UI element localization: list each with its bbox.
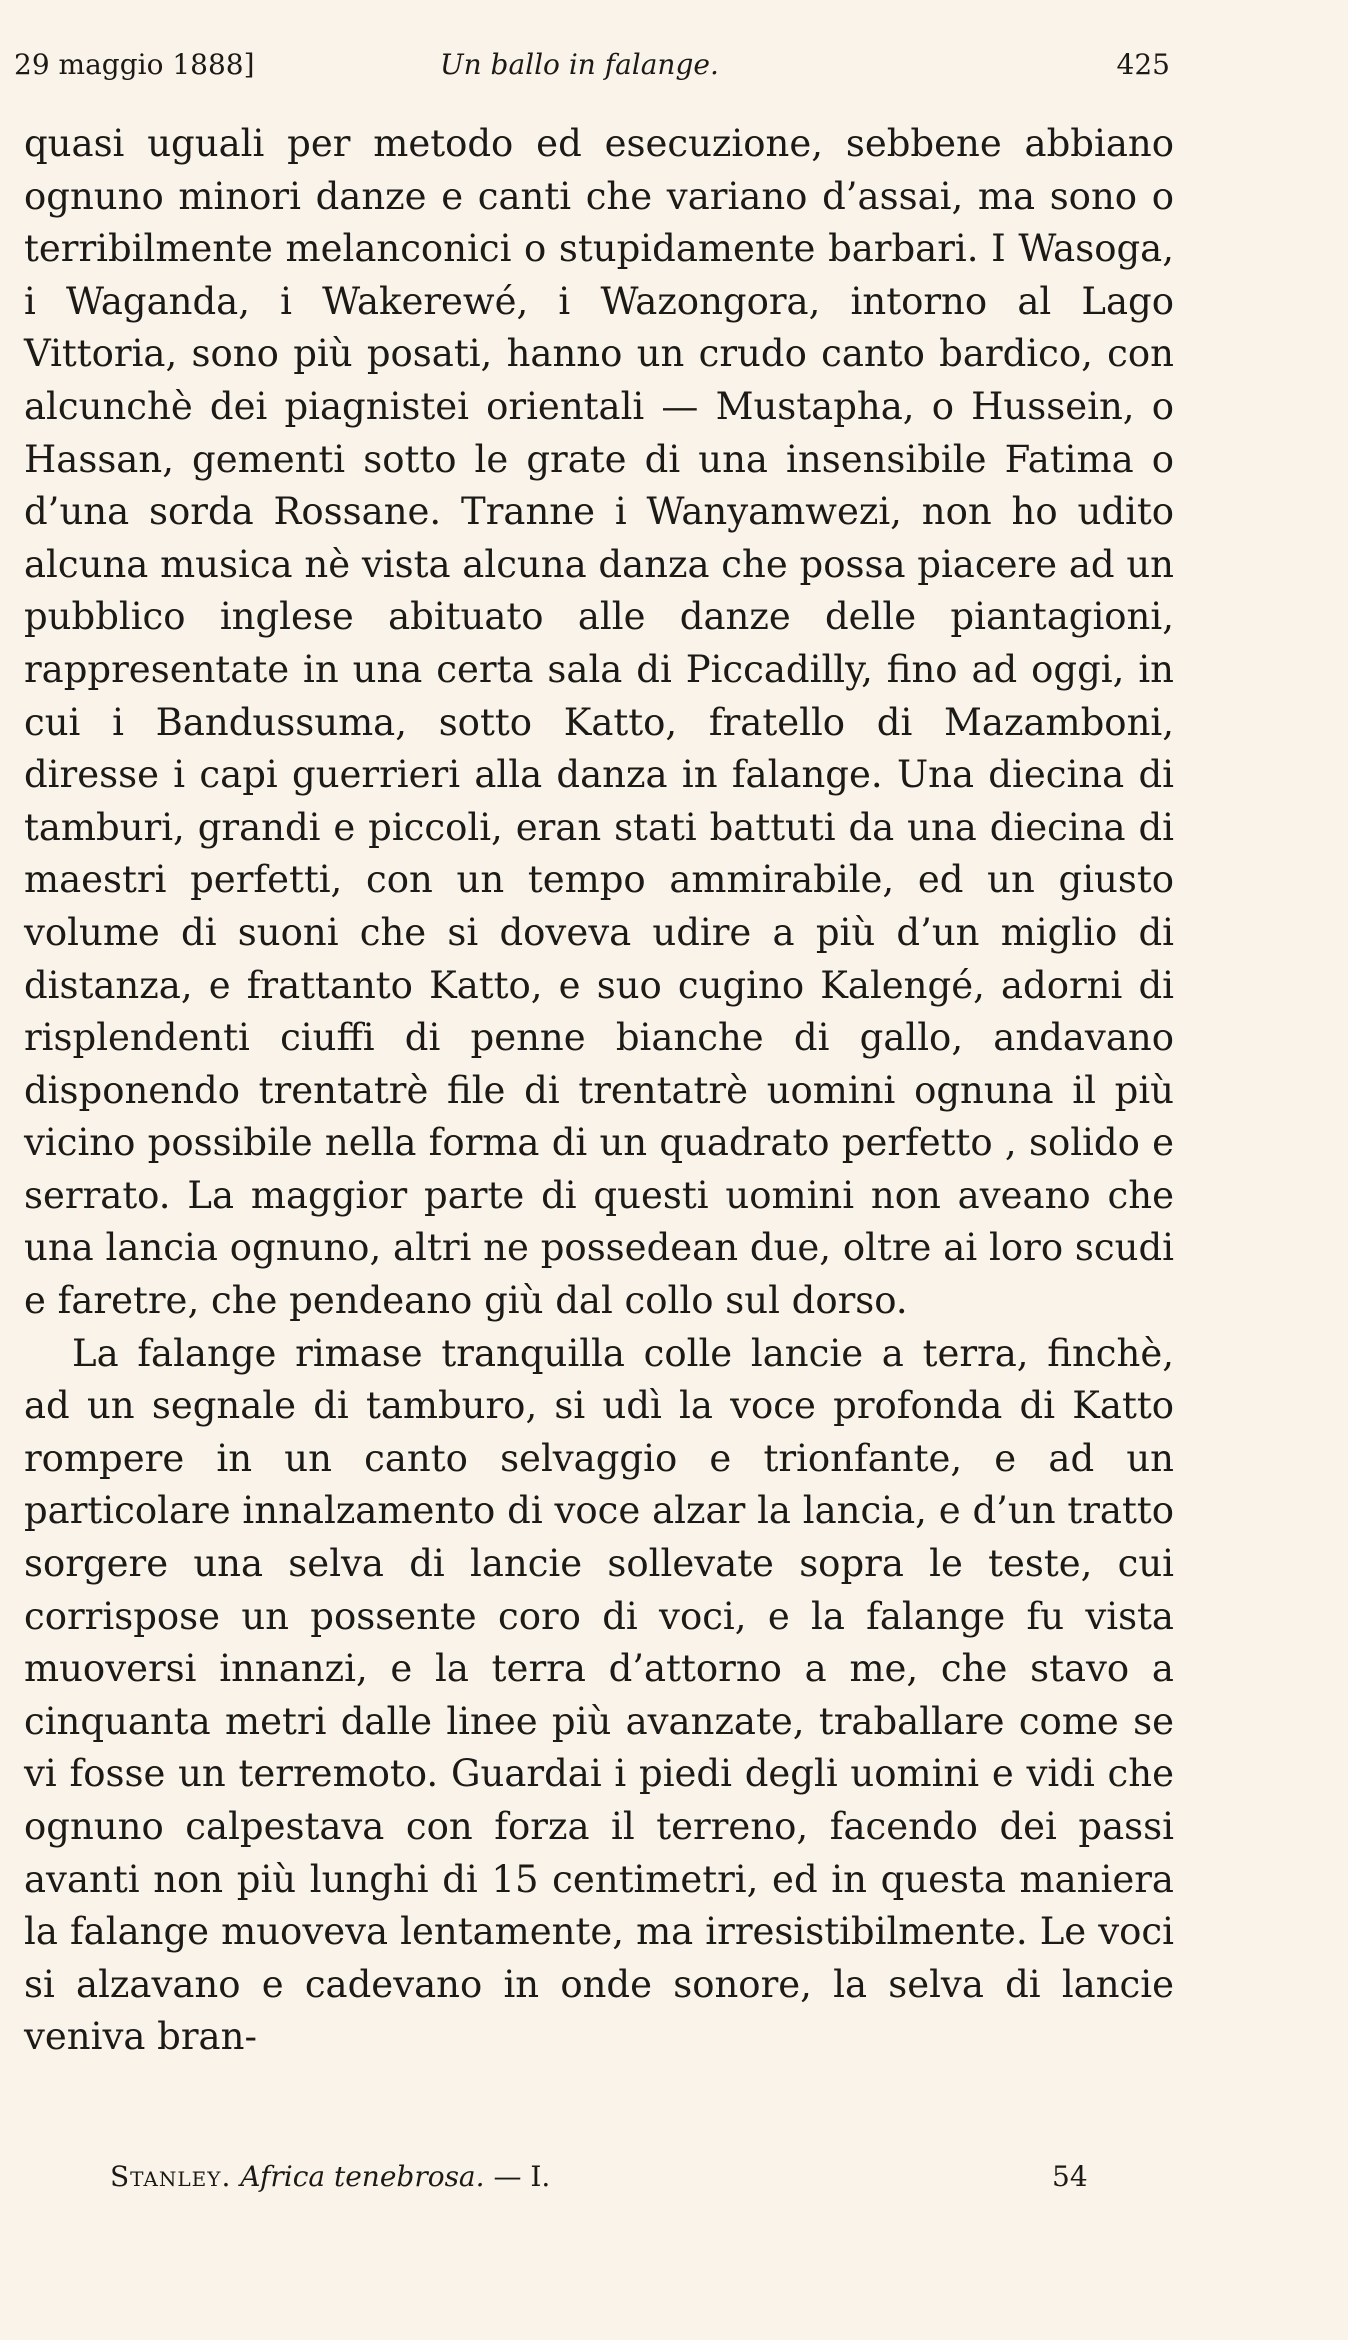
footer-work-title: Africa tenebrosa. xyxy=(240,2160,485,2193)
paragraph-falange: La falange rimase tranquilla colle lancie a terra, finchè, ad un segnale di tamburo, si udì la voce profonda di Katto rompere in un canto selvaggio e trionfante, e ad un particolare innalzamento di voce alzar la lancia, e d’un tratto sorgere una selva di lancie sollevate sopra le teste, cui corrispose un possente coro di voci, e la falange fu vista muoversi innanzi, e la terra d’attorno a me, che stavo a cinquanta metri dalle linee più avanzate, traballare come se vi fosse un terremoto. Guardai i piedi degli uomini e vidi che ognuno calpestava con forza il terreno, facendo dei passi avanti non più lunghi di 15 centimetri, ed in questa maniera la falange muoveva lentamente, ma irresistibilmente. Le voci si alzavano e cadevano in onde sonore, la selva di lancie veniva bran- xyxy=(24,1331,1174,2059)
body-text xyxy=(24,118,1174,2064)
page-number: 425 xyxy=(1116,48,1170,81)
paragraph-continued: quasi uguali per metodo ed esecuzione, sebbene abbiano ognuno minori danze e canti che variano d’assai, ma sono o terribilmente melanconici o stupidamente barbari. I Wasoga, i Waganda, i Wakerewé, i Wazongora, intorno al Lago Vittoria, sono più posati, hanno un crudo canto bardico, con alcunchè dei piagnistei orientali — Mustapha, o Hussein, o Hassan, gementi sotto le grate di una insensibile Fatima o d’una sorda Rossane. Tranne i Wanyamwezi, non ho udito alcuna musica nè vista alcuna danza che possa piacere ad un pubblico inglese abituato alle danze delle piantagioni, rappresentate in una certa sala di Piccadilly, fino ad oggi, in cui i Bandussuma, sotto Katto, fratello di Mazamboni, diresse i capi guerrieri alla danza in falange. Una diecina di tamburi, grandi e piccoli, eran stati battuti da una diecina di maestri perfetti, con un tempo ammirabile, ed un giusto volume di suoni che si doveva udire a più d’un miglio di distanza, e frattanto Katto, e suo cugino Kalengé, adorni di risplendenti ciuffi di penne bianche di gallo, andavano disponendo trentatrè file di trentatrè uomini ognuna il più vicino possibile nella forma di un quadrato perfetto , solido e serrato. La maggior parte di questi uomini non aveano che una lancia ognuno, altri ne possedean due, oltre ai loro scudi e faretre, che pendeano giù dal collo sul dorso. xyxy=(24,122,1174,1323)
header-chapter-title: Un ballo in falange. xyxy=(440,48,719,81)
running-head xyxy=(10,48,1170,88)
footer-signature-number: 54 xyxy=(1052,2160,1088,2193)
footer-signature-line xyxy=(110,2160,550,2193)
page-footer xyxy=(110,2160,1110,2200)
footer-author: Stanley. xyxy=(110,2160,232,2193)
header-date: 29 maggio 1888] xyxy=(14,48,255,81)
footer-volume: — I. xyxy=(493,2160,551,2193)
